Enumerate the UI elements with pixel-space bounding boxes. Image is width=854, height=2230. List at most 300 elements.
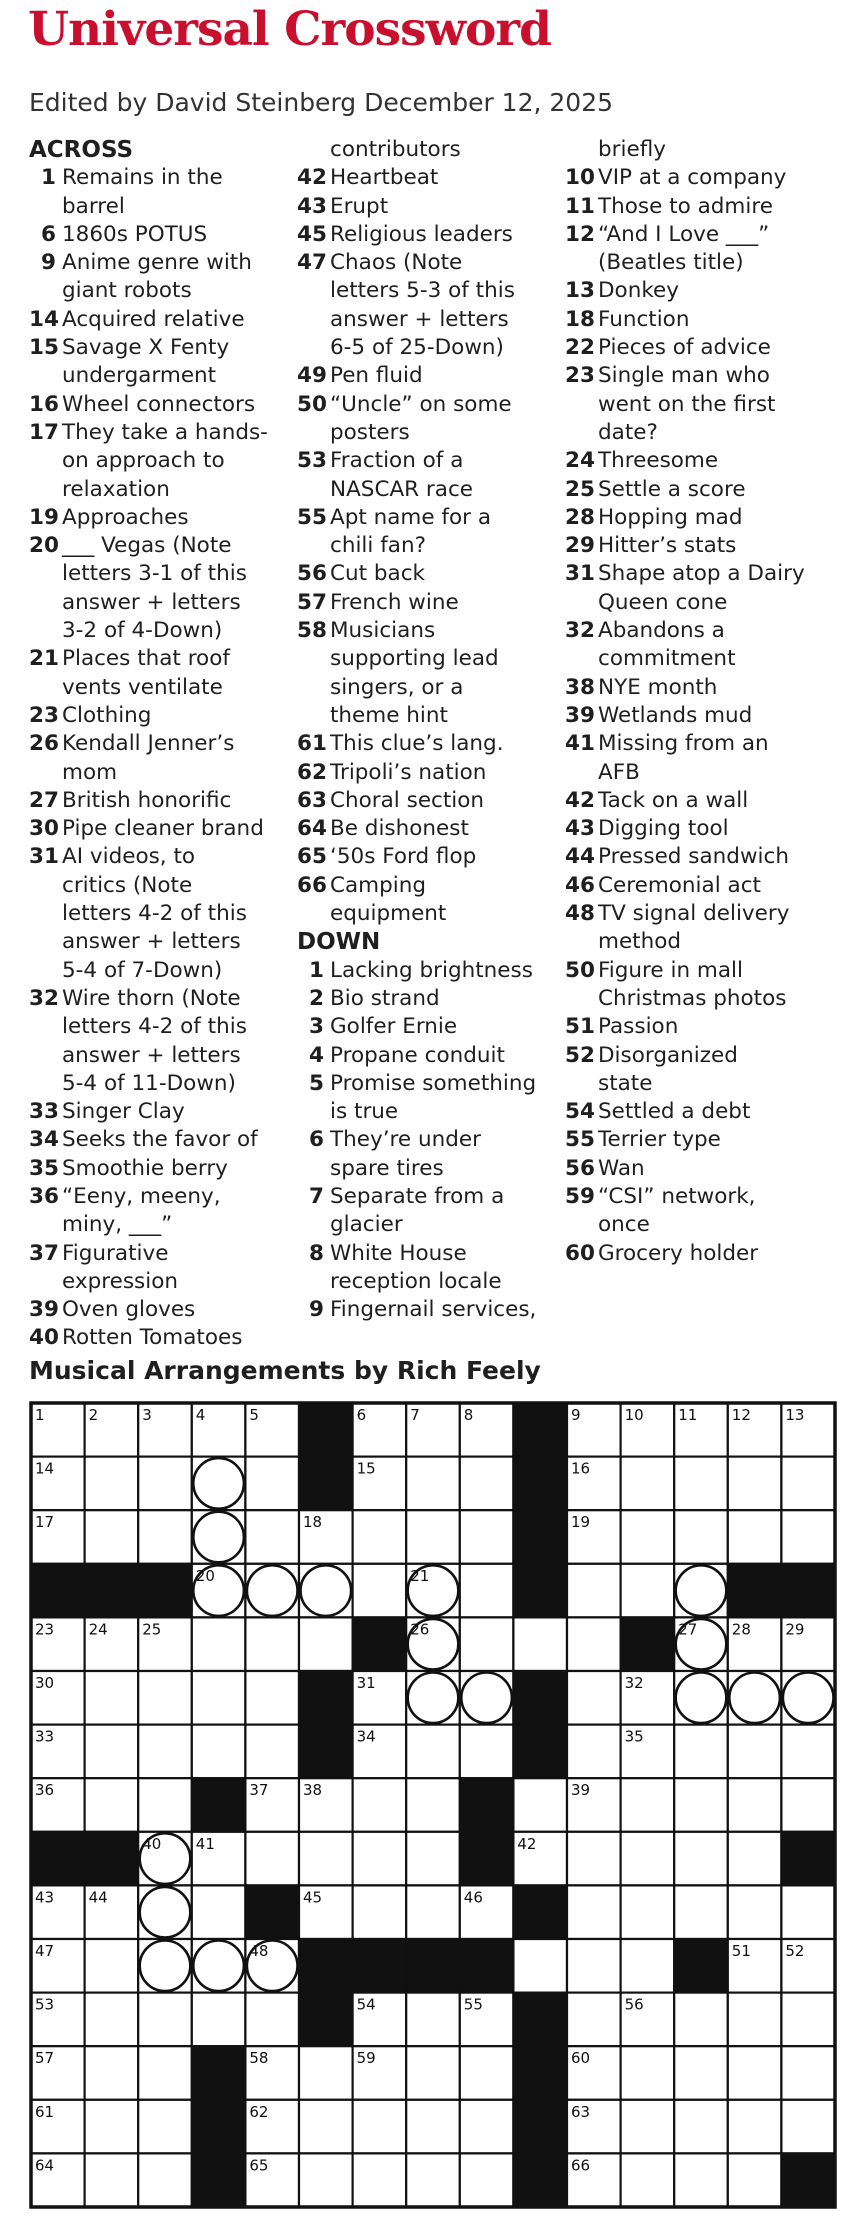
grid-cell[interactable] — [460, 1725, 514, 1779]
grid-cell[interactable] — [728, 1993, 782, 2047]
clue-text-line: “Eeny, meeny, — [62, 1183, 221, 1209]
grid-cell[interactable] — [85, 1778, 139, 1832]
clue-number: 9 — [41, 250, 56, 276]
clue-text-line: Fraction of a — [330, 448, 464, 474]
cell-number: 41 — [195, 1834, 215, 1853]
grid-cell[interactable] — [299, 1617, 353, 1671]
clue-text-line: spare tires — [330, 1155, 444, 1181]
grid-cell[interactable] — [621, 1939, 675, 1993]
grid-cell[interactable] — [728, 1778, 782, 1832]
clue-text-line: letters 3-1 of this — [62, 561, 247, 587]
grid-cell[interactable] — [138, 1510, 192, 1564]
grid-cell[interactable] — [85, 2153, 139, 2207]
clue-text-line: Bio strand — [330, 985, 440, 1011]
clue-number: 11 — [565, 193, 595, 219]
grid-cell[interactable] — [406, 1778, 460, 1832]
clue-number: 2 — [309, 985, 324, 1011]
clue-text-line: AI videos, to — [62, 844, 196, 870]
grid-cell[interactable] — [85, 1725, 139, 1779]
clue-number: 16 — [29, 391, 59, 417]
grid-cell[interactable] — [353, 1564, 407, 1618]
clue-text-line: VIP at a company — [598, 165, 787, 191]
clue-text-line: Golfer Ernie — [330, 1014, 458, 1040]
clue-number: 56 — [297, 561, 327, 587]
cell-number: 33 — [35, 1727, 55, 1746]
cell-number: 18 — [303, 1513, 323, 1532]
grid-cell[interactable] — [781, 2100, 835, 2154]
clue-text-line: Function — [598, 306, 690, 332]
clue-number: 55 — [297, 504, 327, 530]
grid-cell[interactable] — [192, 1725, 246, 1779]
clue-number: 32 — [565, 618, 595, 644]
clue-number: 34 — [29, 1127, 59, 1153]
clue-text-line: Anime genre with — [62, 250, 252, 276]
grid-cell[interactable] — [728, 1510, 782, 1564]
grid-cell[interactable] — [513, 1617, 567, 1671]
clue-number: 60 — [565, 1240, 595, 1266]
grid-cell[interactable] — [85, 1510, 139, 1564]
grid-cell[interactable] — [85, 1671, 139, 1725]
grid-block — [299, 1403, 353, 1457]
grid-cell[interactable] — [353, 2153, 407, 2207]
clue-text-line: commitment — [598, 646, 736, 672]
clue-text-line: Queen cone — [598, 589, 728, 615]
clue-text-line: Chaos (Note — [330, 250, 463, 276]
cell-number: 31 — [356, 1674, 376, 1692]
grid-cell[interactable] — [728, 1885, 782, 1939]
grid-cell[interactable] — [85, 1993, 139, 2047]
cell-number: 59 — [356, 2049, 376, 2068]
clue-number: 51 — [565, 1014, 595, 1040]
cell-number: 8 — [463, 1406, 474, 1424]
clue-number: 62 — [297, 759, 327, 785]
clue-text-line: once — [598, 1212, 650, 1238]
clue-text-line: expression — [62, 1268, 178, 1294]
grid-cell[interactable] — [781, 1725, 835, 1779]
grid-cell[interactable] — [567, 1993, 621, 2047]
clue-text-line: Wire thorn (Note — [62, 985, 241, 1011]
grid-cell[interactable] — [728, 1725, 782, 1779]
clue-number: 6 — [309, 1127, 324, 1153]
clue-text-line: answer + letters — [330, 306, 509, 332]
clue-text-line: 3-2 of 4-Down) — [62, 618, 223, 644]
grid-cell[interactable] — [674, 2100, 728, 2154]
grid-block — [299, 1939, 353, 1993]
clue-text-line: Pressed sandwich — [598, 844, 789, 870]
grid-cell[interactable] — [85, 1939, 139, 1993]
grid-block — [513, 2100, 567, 2154]
clue-number: 22 — [565, 335, 595, 361]
cell-number: 64 — [35, 2156, 55, 2175]
grid-cell[interactable] — [567, 1671, 621, 1725]
grid-cell[interactable] — [621, 2153, 675, 2207]
grid-cell[interactable] — [299, 2046, 353, 2100]
clue-number: 52 — [565, 1042, 595, 1068]
grid-cell[interactable] — [567, 1564, 621, 1618]
clue-text-line: went on the first — [598, 391, 776, 417]
clue-text-line: Tripoli’s nation — [330, 759, 487, 785]
grid-cell[interactable] — [513, 1939, 567, 1993]
clue-text-line: Approaches — [62, 504, 189, 530]
clue-text-line: Settle a score — [598, 476, 746, 502]
cell-number: 58 — [249, 2049, 269, 2068]
grid-cell[interactable] — [245, 1457, 299, 1511]
clue-number: 35 — [29, 1155, 59, 1181]
grid-cell[interactable] — [621, 1832, 675, 1886]
grid-cell[interactable] — [781, 1778, 835, 1832]
grid-cell[interactable] — [299, 2100, 353, 2154]
cell-number: 51 — [731, 1942, 751, 1960]
clue-text-line: Passion — [598, 1014, 679, 1040]
grid-cell[interactable] — [728, 2046, 782, 2100]
cell-number: 54 — [356, 1995, 376, 2014]
grid-cell[interactable] — [674, 1457, 728, 1511]
clue-number: 12 — [565, 221, 595, 247]
clue-text-line: Acquired relative — [62, 306, 245, 332]
grid-block — [513, 2046, 567, 2100]
clue-text-line: Seeks the favor of — [62, 1127, 258, 1153]
grid-block — [85, 1564, 139, 1618]
clue-text-line: ‘50s Ford flop — [330, 844, 477, 870]
clue-text-line: Hitter’s stats — [598, 533, 737, 559]
cell-number: 5 — [249, 1406, 259, 1424]
clue-text-line: Figurative — [62, 1240, 169, 1266]
clue-text-line: (Beatles title) — [598, 250, 744, 276]
grid-cell[interactable] — [621, 1457, 675, 1511]
cell-number: 63 — [571, 2102, 591, 2121]
grid-block — [674, 1939, 728, 1993]
clue-text-line: Figure in mall — [598, 957, 743, 983]
grid-cell[interactable] — [781, 1457, 835, 1511]
cell-number: 16 — [571, 1459, 591, 1478]
clue-text-line: critics (Note — [62, 872, 193, 898]
grid-cell[interactable] — [674, 1885, 728, 1939]
grid-cell[interactable] — [245, 1832, 299, 1886]
clue-number: 42 — [297, 165, 327, 191]
clue-text-line: Kendall Jenner’s — [62, 731, 235, 757]
grid-cell[interactable] — [781, 1510, 835, 1564]
clue-number: 46 — [565, 872, 595, 898]
clue-text-line: answer + letters — [62, 589, 241, 615]
grid-cell[interactable] — [406, 1510, 460, 1564]
clue-number: 42 — [565, 787, 595, 813]
grid-cell[interactable] — [621, 1778, 675, 1832]
clue-text-line: letters 4-2 of this — [62, 1014, 247, 1040]
clue-number: 57 — [297, 589, 327, 615]
clue-text-line: Cut back — [330, 561, 425, 587]
grid-block — [781, 1564, 835, 1618]
grid-block — [192, 2046, 246, 2100]
clue-number: 7 — [309, 1183, 324, 1209]
grid-cell[interactable] — [567, 1617, 621, 1671]
grid-cell[interactable] — [406, 1725, 460, 1779]
grid-cell[interactable] — [567, 1885, 621, 1939]
grid-block — [138, 1564, 192, 1618]
grid-cell[interactable] — [353, 1832, 407, 1886]
cell-number: 43 — [35, 1888, 55, 1907]
clue-number: 47 — [297, 250, 327, 276]
grid-cell[interactable] — [781, 1885, 835, 1939]
grid-cell[interactable] — [460, 1510, 514, 1564]
clue-text-line: reception locale — [330, 1268, 502, 1294]
grid-cell[interactable] — [621, 1510, 675, 1564]
clue-number: 59 — [565, 1183, 595, 1209]
grid-cell[interactable] — [674, 1832, 728, 1886]
clue-number: 24 — [565, 448, 595, 474]
grid-cell[interactable] — [406, 2046, 460, 2100]
clue-text-line: ___ Vegas (Note — [62, 533, 232, 559]
grid-block — [245, 1885, 299, 1939]
grid-block — [513, 1725, 567, 1779]
clue-number: 18 — [565, 306, 595, 332]
clue-text-line: Choral section — [330, 787, 485, 813]
clue-text-line: Savage X Fenty — [62, 335, 230, 361]
cell-number: 11 — [678, 1406, 698, 1424]
clue-text-line: NYE month — [598, 674, 718, 700]
cell-number: 17 — [35, 1513, 55, 1532]
clue-text-line: Those to admire — [598, 193, 773, 219]
clue-number: 44 — [565, 844, 595, 870]
cell-number: 1 — [35, 1406, 45, 1424]
clue-number: 63 — [297, 787, 327, 813]
grid-cell[interactable] — [460, 2153, 514, 2207]
grid-cell[interactable] — [138, 2153, 192, 2207]
grid-cell[interactable] — [245, 1617, 299, 1671]
clue-text-line: 5-4 of 7-Down) — [62, 957, 223, 983]
grid-cell[interactable] — [674, 2046, 728, 2100]
grid-cell[interactable] — [138, 1725, 192, 1779]
clue-text-line: This clue’s lang. — [330, 731, 504, 757]
clue-text-line: Separate from a — [330, 1183, 505, 1209]
cell-number: 55 — [463, 1995, 483, 2014]
down-heading: DOWN — [297, 929, 381, 956]
cell-number: 48 — [249, 1942, 269, 1960]
grid-cell[interactable] — [460, 1457, 514, 1511]
grid-cell[interactable] — [513, 1778, 567, 1832]
clue-number: 39 — [565, 702, 595, 728]
grid-cell[interactable] — [781, 1993, 835, 2047]
grid-cell[interactable] — [567, 1832, 621, 1886]
clue-text-line: Places that roof — [62, 646, 230, 672]
grid-cell[interactable] — [192, 1885, 246, 1939]
clue-text-line: Smoothie berry — [62, 1155, 228, 1181]
clue-text-line: Shape atop a Dairy — [598, 561, 805, 587]
clue-text-line: is true — [330, 1099, 399, 1125]
clue-number: 53 — [297, 448, 327, 474]
clue-number: 43 — [297, 193, 327, 219]
grid-cell[interactable] — [674, 1778, 728, 1832]
clue-number: 10 — [565, 165, 595, 191]
clue-text-line: on approach to — [62, 448, 225, 474]
grid-cell[interactable] — [460, 2100, 514, 2154]
grid-cell[interactable] — [674, 1993, 728, 2047]
clue-text-line: NASCAR race — [330, 476, 473, 502]
clue-number: 26 — [29, 731, 59, 757]
grid-block — [513, 1403, 567, 1457]
grid-cell[interactable] — [192, 1993, 246, 2047]
grid-cell[interactable] — [674, 1510, 728, 1564]
clue-text-line: Missing from an — [598, 731, 769, 757]
grid-cell[interactable] — [406, 2100, 460, 2154]
grid-block — [781, 1832, 835, 1886]
clue-number: 31 — [29, 844, 59, 870]
clue-number: 61 — [297, 731, 327, 757]
grid-cell[interactable] — [567, 1939, 621, 1993]
grid-block — [460, 1939, 514, 1993]
cell-number: 52 — [785, 1942, 805, 1960]
grid-cell[interactable] — [406, 1457, 460, 1511]
cell-number: 3 — [142, 1406, 152, 1424]
cell-number: 4 — [195, 1406, 206, 1424]
clue-text-line: Camping — [330, 872, 427, 898]
clue-text-line: equipment — [330, 901, 447, 927]
clue-text-line: singers, or a — [330, 674, 464, 700]
grid-cell[interactable] — [406, 1993, 460, 2047]
grid-cell[interactable] — [728, 1457, 782, 1511]
clue-text-line: glacier — [330, 1212, 403, 1238]
clue-number: 30 — [29, 816, 59, 842]
clue-text-line: Rotten Tomatoes — [62, 1325, 243, 1351]
grid-cell[interactable] — [353, 2100, 407, 2154]
grid-cell[interactable] — [621, 2046, 675, 2100]
cell-number: 9 — [571, 1406, 581, 1424]
grid-cell[interactable] — [138, 2046, 192, 2100]
grid-cell[interactable] — [138, 1671, 192, 1725]
grid-cell[interactable] — [85, 2046, 139, 2100]
clue-text-line: undergarment — [62, 363, 217, 389]
grid-cell[interactable] — [781, 2046, 835, 2100]
grid-cell[interactable] — [192, 1617, 246, 1671]
clue-number: 3 — [309, 1014, 324, 1040]
grid-block — [299, 1993, 353, 2047]
clue-number: 50 — [565, 957, 595, 983]
clue-text-line: Oven gloves — [62, 1297, 196, 1323]
clue-number: 40 — [29, 1325, 59, 1351]
grid-cell[interactable] — [621, 1885, 675, 1939]
cell-number: 29 — [785, 1620, 805, 1639]
clue-number: 1 — [41, 165, 56, 191]
clue-text-line: date? — [598, 419, 658, 445]
cell-number: 53 — [35, 1995, 55, 2014]
clue-text-line: Single man who — [598, 363, 770, 389]
grid-cell[interactable] — [621, 2100, 675, 2154]
cell-number: 19 — [571, 1513, 591, 1532]
clue-text-line: French wine — [330, 589, 459, 615]
clue-number: 56 — [565, 1155, 595, 1181]
clue-number: 8 — [309, 1240, 324, 1266]
across-heading: ACROSS — [29, 137, 134, 163]
grid-block — [31, 1832, 85, 1886]
clue-text-line: Christmas photos — [598, 985, 787, 1011]
grid-cell[interactable] — [299, 2153, 353, 2207]
clue-text-line: giant robots — [62, 278, 192, 304]
clue-text-line: contributors — [330, 137, 461, 162]
cell-number: 61 — [35, 2102, 55, 2121]
cell-number: 26 — [410, 1620, 430, 1639]
cell-number: 2 — [88, 1406, 99, 1424]
grid-block — [513, 1993, 567, 2047]
grid-cell[interactable] — [728, 2153, 782, 2207]
grid-cell[interactable] — [192, 1671, 246, 1725]
cell-number: 37 — [249, 1781, 269, 1800]
grid-cell[interactable] — [674, 2153, 728, 2207]
grid-cell[interactable] — [621, 1564, 675, 1618]
clue-number: 65 — [297, 844, 327, 870]
grid-cell[interactable] — [460, 1617, 514, 1671]
grid-cell[interactable] — [728, 2100, 782, 2154]
puzzle-title: Universal Crossword — [28, 2, 551, 57]
grid-cell[interactable] — [567, 1725, 621, 1779]
grid-cell[interactable] — [138, 1457, 192, 1511]
grid-cell[interactable] — [460, 1564, 514, 1618]
clue-number: 45 — [297, 221, 327, 247]
grid-cell[interactable] — [299, 1832, 353, 1886]
clue-text-line: relaxation — [62, 476, 170, 502]
grid-block — [353, 1617, 407, 1671]
grid-block — [513, 2153, 567, 2207]
clue-number: 54 — [565, 1099, 595, 1125]
clue-number: 23 — [29, 702, 59, 728]
cell-number: 35 — [624, 1727, 644, 1746]
clue-text-line: 1860s POTUS — [62, 221, 208, 247]
grid-cell[interactable] — [674, 1725, 728, 1779]
clue-number: 64 — [297, 816, 327, 842]
grid-cell[interactable] — [85, 1457, 139, 1511]
grid-cell[interactable] — [85, 2100, 139, 2154]
grid-cell[interactable] — [353, 1510, 407, 1564]
grid-cell[interactable] — [138, 2100, 192, 2154]
clue-number: 1 — [309, 957, 324, 983]
grid-cell[interactable] — [460, 2046, 514, 2100]
clue-text-line: “And I Love ___” — [598, 221, 770, 247]
grid-cell[interactable] — [138, 1993, 192, 2047]
clue-number: 39 — [29, 1297, 59, 1323]
clue-text-line: White House — [330, 1240, 467, 1266]
grid-block — [353, 1939, 407, 1993]
grid-cell[interactable] — [406, 1885, 460, 1939]
clue-number: 48 — [565, 901, 595, 927]
clue-text-line: Fingernail services, — [330, 1297, 537, 1323]
cell-number: 12 — [731, 1406, 751, 1424]
clue-number: 50 — [297, 391, 327, 417]
grid-cell[interactable] — [245, 1510, 299, 1564]
cell-number: 62 — [249, 2102, 269, 2121]
clue-number: 17 — [29, 419, 59, 445]
grid-cell[interactable] — [406, 2153, 460, 2207]
clue-text-line: British honorific — [62, 787, 232, 813]
clue-number: 41 — [565, 731, 595, 757]
grid-cell[interactable] — [245, 1993, 299, 2047]
clue-text-line: state — [598, 1070, 653, 1096]
grid-cell[interactable] — [138, 1778, 192, 1832]
clue-text-line: Lacking brightness — [330, 957, 533, 983]
clue-number: 25 — [565, 476, 595, 502]
grid-cell[interactable] — [728, 1832, 782, 1886]
grid-cell[interactable] — [406, 1832, 460, 1886]
grid-cell[interactable] — [245, 1671, 299, 1725]
clue-text-line: supporting lead — [330, 646, 499, 672]
cell-number: 45 — [303, 1888, 323, 1907]
grid-cell[interactable] — [353, 1778, 407, 1832]
cell-number: 38 — [303, 1781, 323, 1800]
clue-text-line: Digging tool — [598, 816, 729, 842]
clue-number: 19 — [29, 504, 59, 530]
cell-number: 30 — [35, 1674, 55, 1692]
grid-cell[interactable] — [245, 1725, 299, 1779]
grid-cell[interactable] — [353, 1885, 407, 1939]
clue-text-line: Wan — [598, 1155, 645, 1181]
clue-text-line: miny, ___” — [62, 1212, 173, 1238]
